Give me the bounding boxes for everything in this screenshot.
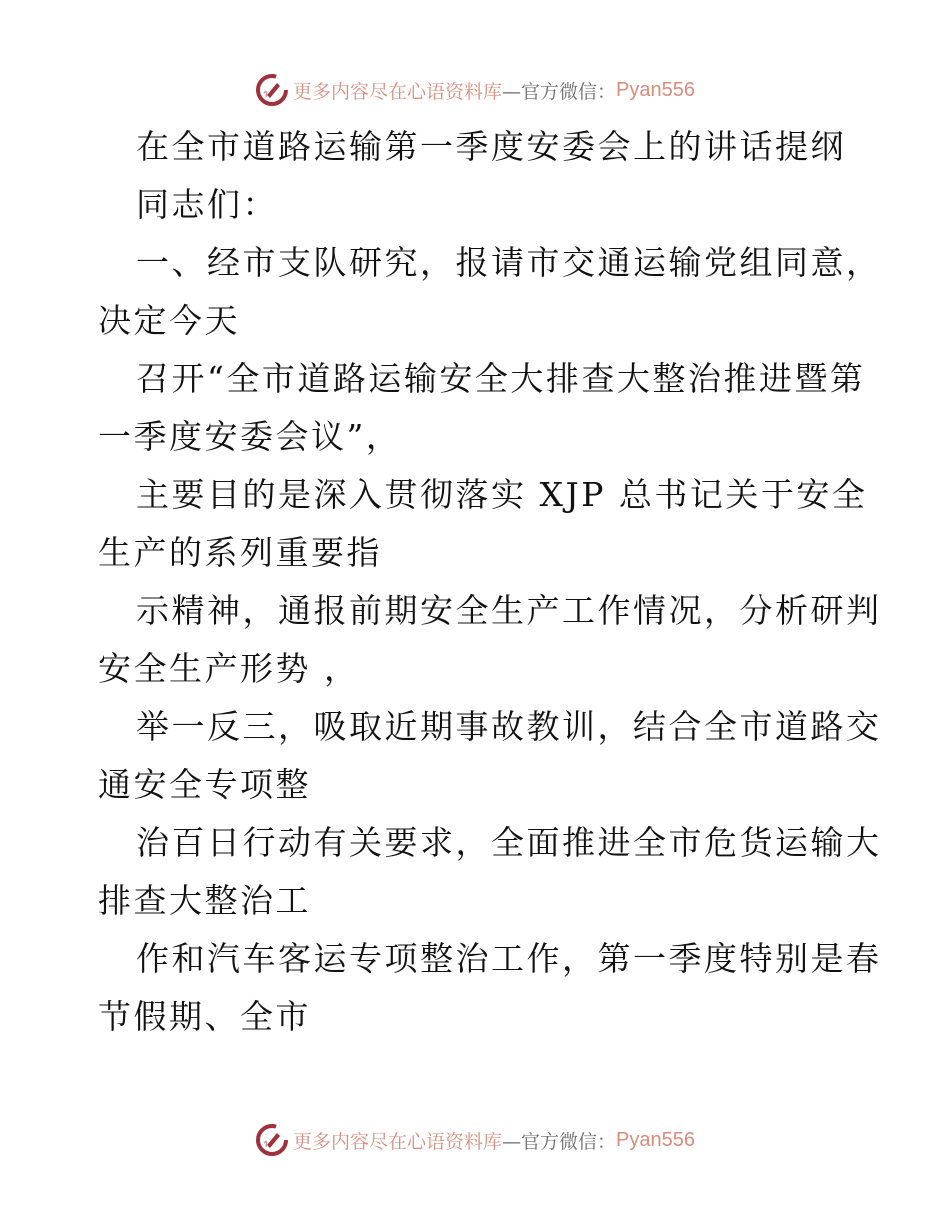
paragraph-line: 举一反三，吸取近期事故教训，结合全市道路交 — [136, 707, 882, 746]
paragraph-line: 决定今天 — [98, 301, 240, 340]
watermark-wechat-id: Pyan556 — [616, 1128, 695, 1151]
paragraph-line: 治百日行动有关要求，全面推进全市危货运输大 — [136, 823, 882, 862]
paragraph-line: 一、经市支队研究，报请市交通运输党组同意， — [136, 243, 882, 282]
header-watermark — [0, 70, 950, 110]
salutation: 同志们： — [136, 185, 278, 224]
paragraph-line: 安全生产形势 ， — [98, 649, 360, 688]
watermark-text: 更多内容尽在心语资料库 — [293, 1130, 503, 1153]
paragraph-line: 召开“全市道路运输安全大排查大整治推进暨第 — [136, 359, 866, 398]
pen-nib-logo-icon — [255, 1123, 289, 1157]
paragraph-line: 主要目的是深入贯彻落实 XJP 总书记关于安全 — [136, 475, 868, 514]
watermark-wechat-label: —官方微信： — [502, 80, 617, 103]
document-title: 在全市道路运输第一季度安委会上的讲话提纲 — [136, 127, 846, 166]
paragraph-line: 节假期、全市 — [98, 997, 311, 1036]
watermark-wechat-label: —官方微信： — [502, 1130, 617, 1153]
paragraph-line: 生产的系列重要指 — [98, 533, 382, 572]
paragraph-line: 一季度安委会议”， — [98, 417, 402, 456]
paragraph-line: 通安全专项整 — [98, 765, 311, 804]
paragraph-line: 作和汽车客运专项整治工作，第一季度特别是春 — [136, 939, 882, 978]
watermark-wechat-id: Pyan556 — [616, 78, 695, 101]
paragraph-line: 排查大整治工 — [98, 881, 311, 920]
watermark-text: 更多内容尽在心语资料库 — [293, 80, 503, 103]
paragraph-line: 示精神，通报前期安全生产工作情况，分析研判 — [136, 591, 882, 630]
pen-nib-logo-icon — [255, 73, 289, 107]
document-body — [98, 118, 882, 1046]
footer-watermark — [0, 1120, 950, 1160]
